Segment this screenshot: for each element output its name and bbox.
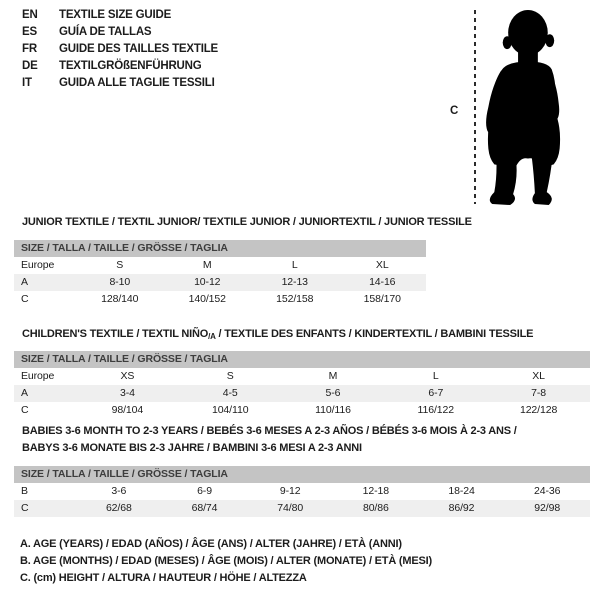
value-cell: 110/116 <box>315 404 351 416</box>
value-cell: 6-7 <box>428 387 444 399</box>
table-row-age-months <box>14 483 590 500</box>
value-cell: 12-18 <box>362 485 390 497</box>
language-row-en <box>22 7 218 24</box>
babies-size-table <box>14 466 590 517</box>
value-cell: 158/170 <box>363 293 401 305</box>
footnotes-block <box>20 536 432 587</box>
value-cell: 14-16 <box>369 276 396 288</box>
row-label: A <box>21 276 28 288</box>
table-row-height <box>14 500 590 517</box>
value-cell: 9-12 <box>279 485 301 497</box>
language-label: TEXTILE SIZE GUIDE <box>59 9 172 21</box>
value-cell: 92/98 <box>534 502 561 514</box>
size-header-bar: SIZE / TALLA / TAILLE / GRÖSSE / TAGLIA <box>14 466 590 483</box>
footnote-c: C. (cm) HEIGHT / ALTURA / HAUTEUR / HÖHE / ALTEZZA <box>20 572 307 584</box>
table-row-age <box>14 274 426 291</box>
size-cell: XL <box>532 370 545 382</box>
value-cell: 3-4 <box>119 387 135 399</box>
value-cell: 4-5 <box>222 387 238 399</box>
value-cell: 140/152 <box>188 293 226 305</box>
height-measure-label: C <box>450 105 459 117</box>
language-row-es <box>22 24 218 41</box>
language-row-de <box>22 58 218 75</box>
title-text: CHILDREN'S TEXTILE / TEXTIL NIÑO <box>22 328 209 340</box>
junior-size-table <box>14 240 426 308</box>
size-header-bar: SIZE / TALLA / TAILLE / GRÖSSE / TAGLIA <box>14 240 426 257</box>
height-measure-dashed-line <box>474 10 476 204</box>
language-row-fr <box>22 41 218 58</box>
table-row-europe <box>14 257 426 274</box>
title-subscript: /A <box>208 332 216 341</box>
title-line-2: BABYS 3-6 MONATE BIS 2-3 JAHRE / BAMBINI 3-6 MESI A 2-3 ANNI <box>22 442 362 454</box>
value-cell: 18-24 <box>448 485 475 497</box>
value-cell: 10-12 <box>194 276 221 288</box>
value-cell: 104/110 <box>211 404 249 416</box>
language-guide-block <box>22 7 218 92</box>
language-code: IT <box>22 77 32 89</box>
size-cell: L <box>291 259 298 271</box>
language-label: GUIDE DES TAILLES TEXTILE <box>59 43 218 55</box>
size-cell: S <box>226 370 234 382</box>
row-label: Europe <box>21 370 55 382</box>
children-size-table <box>14 351 590 419</box>
title-text: / TEXTILE DES ENFANTS / KINDERTEXTIL / BAMBINI TESSILE <box>215 328 534 340</box>
value-cell: 74/80 <box>277 502 304 514</box>
value-cell: 8-10 <box>109 276 131 288</box>
value-cell: 152/158 <box>276 293 314 305</box>
size-cell: M <box>202 259 212 271</box>
size-cell: XS <box>120 370 135 382</box>
footnote-a: A. AGE (YEARS) / EDAD (AÑOS) / ÂGE (ANS) / ALTER (JAHRE) / ETÀ (ANNI) <box>20 538 402 550</box>
section-title-babies <box>22 423 517 457</box>
table-row-height <box>14 291 426 308</box>
value-cell: 12-13 <box>281 276 308 288</box>
section-title-children <box>22 326 533 345</box>
size-cell: L <box>432 370 439 382</box>
language-label: TEXTILGRÖßENFÜHRUNG <box>59 60 202 72</box>
language-code: FR <box>22 43 37 55</box>
title-line-1: BABIES 3-6 MONTH TO 2-3 YEARS / BEBÉS 3-6 MESES A 2-3 AÑOS / BÉBÉS 3-6 MOIS À 2-3 ANS / <box>22 425 517 437</box>
language-code: EN <box>22 9 38 21</box>
value-cell: 5-6 <box>325 387 341 399</box>
language-row-it <box>22 75 218 92</box>
value-cell: 128/140 <box>101 293 139 305</box>
value-cell: 122/128 <box>519 404 558 416</box>
language-code: ES <box>22 26 37 38</box>
row-label: C <box>21 502 29 514</box>
value-cell: 6-9 <box>197 485 212 497</box>
language-code: DE <box>22 60 38 72</box>
row-label: C <box>21 404 29 416</box>
row-label: Europe <box>21 259 55 271</box>
language-label: GUIDA ALLE TAGLIE TESSILI <box>59 77 215 89</box>
row-label: A <box>21 387 28 399</box>
value-cell: 80/86 <box>362 502 389 514</box>
value-cell: 98/104 <box>111 404 144 416</box>
section-title-junior: JUNIOR TEXTILE / TEXTIL JUNIOR/ TEXTILE JUNIOR / JUNIORTEXTIL / JUNIOR TESSILE <box>22 216 472 228</box>
value-cell: 24-36 <box>534 485 561 497</box>
value-cell: 116/122 <box>417 404 455 416</box>
row-label: B <box>21 485 28 497</box>
row-label: C <box>21 293 29 305</box>
size-header-bar: SIZE / TALLA / TAILLE / GRÖSSE / TAGLIA <box>14 351 590 368</box>
table-row-height <box>14 402 590 419</box>
footnote-b: B. AGE (MONTHS) / EDAD (MESES) / ÂGE (MOIS) / ALTER (MONATE) / ETÀ (MESI) <box>20 555 432 567</box>
value-cell: 68/74 <box>191 502 218 514</box>
size-cell: S <box>116 259 124 271</box>
value-cell: 62/68 <box>105 502 132 514</box>
size-cell: XL <box>375 259 389 271</box>
value-cell: 3-6 <box>111 485 127 497</box>
size-cell: M <box>328 370 338 382</box>
language-label: GUÍA DE TALLAS <box>59 26 152 38</box>
table-row-age <box>14 385 590 402</box>
value-cell: 7-8 <box>531 387 547 399</box>
value-cell: 86/92 <box>448 502 475 514</box>
table-row-europe <box>14 368 590 385</box>
toddler-silhouette-icon <box>482 8 566 206</box>
